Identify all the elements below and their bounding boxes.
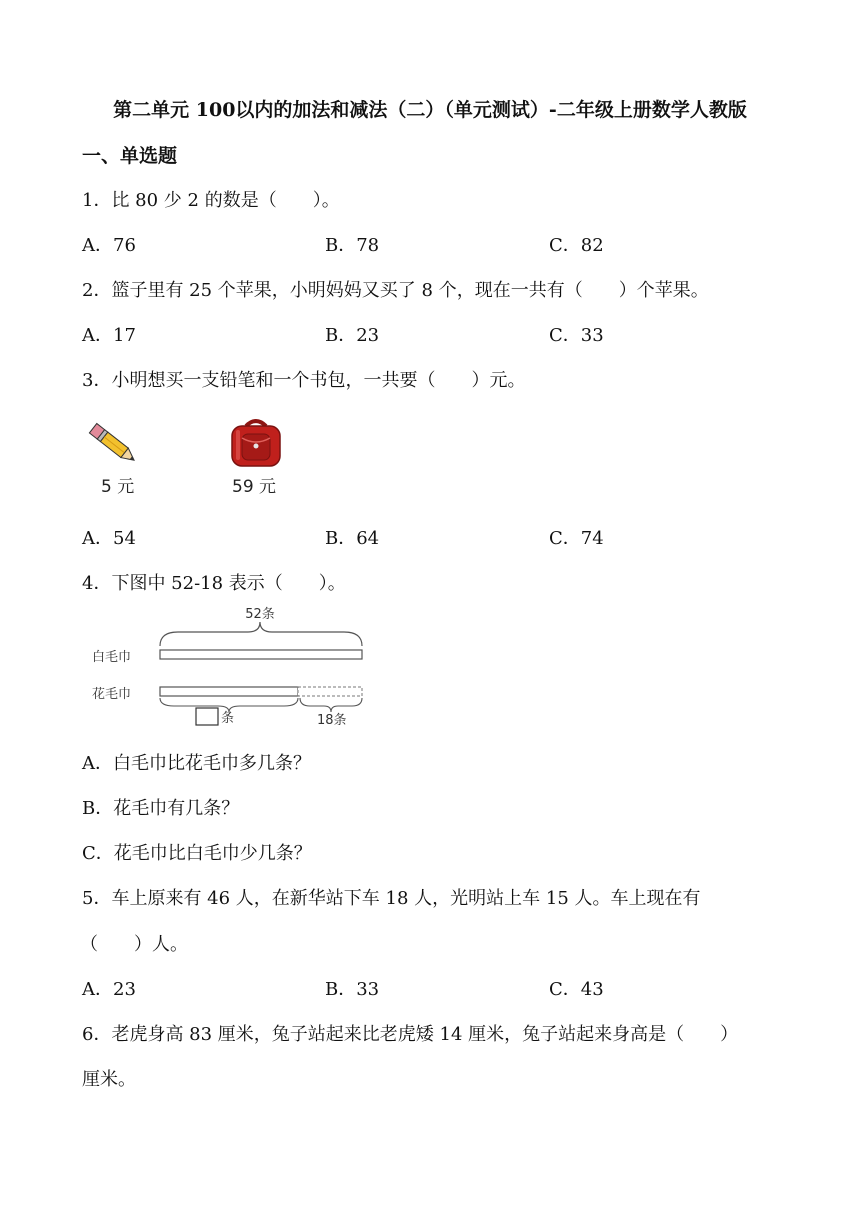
question-5-line-1: 5．车上原来有 46 人，在新华站下车 18 人，光明站上车 15 人。车上现在有 <box>82 888 701 909</box>
question-5-line-2: （ ）人。 <box>80 934 188 955</box>
question-6-line-2: 厘米。 <box>82 1069 136 1090</box>
q1-option-c[interactable]: C．82 <box>549 235 604 256</box>
unknown-unit-label: 条 <box>221 711 235 726</box>
q4-option-c[interactable]: C．花毛巾比白毛巾少几条？ <box>82 843 312 864</box>
difference-brace <box>300 698 362 712</box>
q3-option-c[interactable]: C．74 <box>549 528 604 549</box>
q5-option-c[interactable]: C．43 <box>549 979 604 1000</box>
flower-towel-bar <box>160 687 298 696</box>
unknown-brace <box>160 698 298 712</box>
q3-option-b[interactable]: B．64 <box>325 528 380 549</box>
q1-option-a[interactable]: A．76 <box>82 235 136 256</box>
white-towel-bar <box>160 650 362 659</box>
backpack-price: 59 元 <box>232 477 277 497</box>
q5-option-a[interactable]: A．23 <box>82 979 136 1000</box>
total-label: 52条 <box>245 607 275 622</box>
towel-bar-diagram <box>88 602 378 730</box>
q4-option-a[interactable]: A．白毛巾比花毛巾多几条？ <box>82 753 311 774</box>
question-6-line-1: 6．老虎身高 83 厘米，兔子站起来比老虎矮 14 厘米，兔子站起来身高是（ ） <box>82 1024 739 1045</box>
total-brace <box>160 622 362 646</box>
difference-segment <box>298 687 362 696</box>
q2-option-a[interactable]: A．17 <box>82 325 136 346</box>
section-heading: 一、单选题 <box>82 145 178 167</box>
question-4: 4．下图中 52-18 表示（ ）。 <box>82 573 346 594</box>
pencil-image <box>84 418 140 468</box>
difference-label: 18条 <box>317 713 347 728</box>
backpack-image <box>228 416 284 470</box>
q2-option-b[interactable]: B．23 <box>325 325 380 346</box>
question-2: 2．篮子里有 25 个苹果，小明妈妈又买了 8 个，现在一共有（ ）个苹果。 <box>82 280 709 301</box>
question-3: 3．小明想买一支铅笔和一个书包，一共要（ ）元。 <box>82 370 526 391</box>
unknown-box <box>196 708 218 725</box>
q5-option-b[interactable]: B．33 <box>325 979 380 1000</box>
q4-option-b[interactable]: B．花毛巾有几条？ <box>82 798 240 819</box>
page-title: 第二单元 100以内的加法和减法（二）（单元测试）-二年级上册数学人教版 <box>113 99 747 121</box>
q2-option-c[interactable]: C．33 <box>549 325 604 346</box>
flower-towel-label: 花毛巾 <box>92 687 132 702</box>
white-towel-label: 白毛巾 <box>92 650 132 665</box>
q1-option-b[interactable]: B．78 <box>325 235 380 256</box>
pencil-price: 5 元 <box>101 477 135 497</box>
question-1: 1．比 80 少 2 的数是（ ）。 <box>82 190 340 211</box>
q3-option-a[interactable]: A．54 <box>82 528 136 549</box>
